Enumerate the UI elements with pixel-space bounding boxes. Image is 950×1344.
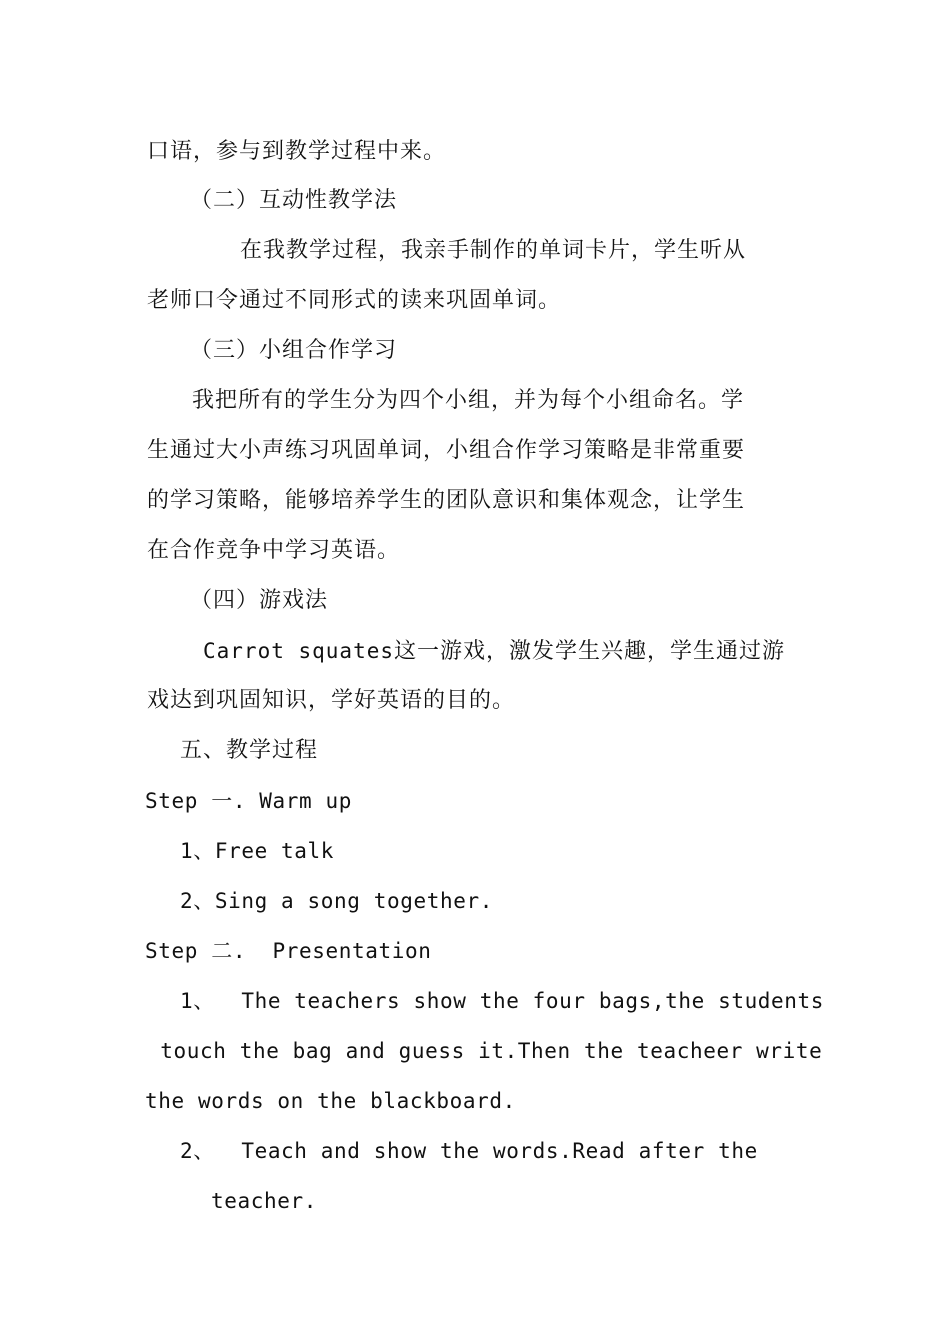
paragraph-line [203, 636, 785, 667]
step-heading-warm-up: Step 一. Warm up [145, 789, 353, 813]
step-item: 1、Free talk [180, 839, 335, 863]
game-name: Carrot squates [203, 639, 395, 663]
step-item: 2、 Teach and show the words.Read after the [180, 1139, 758, 1163]
section-heading-group-learning: （三）小组合作学习 [190, 338, 398, 363]
step-heading-presentation: Step 二. Presentation [145, 939, 432, 963]
section-heading-interactive-method: （二）互动性教学法 [190, 188, 398, 213]
step-item-continuation: teacher. [211, 1189, 317, 1213]
step-item: 1、 The teachers show the four bags,the students [180, 989, 825, 1013]
step-item-continuation: touch the bag and guess it.Then the teacheer write [147, 1039, 823, 1063]
step-item: 2、Sing a song together. [180, 889, 493, 913]
paragraph-line: 的学习策略，能够培养学生的团队意识和集体观念，让学生 [147, 488, 746, 513]
section-heading-teaching-process: 五、教学过程 [180, 738, 319, 763]
paragraph-line: 老师口令通过不同形式的读来巩固单词。 [147, 288, 562, 313]
paragraph-line: 生通过大小声练习巩固单词，小组合作学习策略是非常重要 [147, 438, 746, 463]
paragraph-line: 我把所有的学生分为四个小组，并为每个小组命名。学 [192, 388, 745, 413]
paragraph-line: 在我教学过程，我亲手制作的单词卡片，学生听从 [240, 238, 747, 263]
paragraph-text: 这一游戏，激发学生兴趣，学生通过游 [394, 639, 786, 664]
paragraph-line: 在合作竞争中学习英语。 [147, 538, 401, 563]
step-item-continuation: the words on the blackboard. [145, 1089, 516, 1113]
section-heading-game-method: （四）游戏法 [190, 588, 329, 613]
paragraph-line: 口语，参与到教学过程中来。 [147, 139, 447, 164]
paragraph-line: 戏达到巩固知识，学好英语的目的。 [147, 688, 516, 713]
